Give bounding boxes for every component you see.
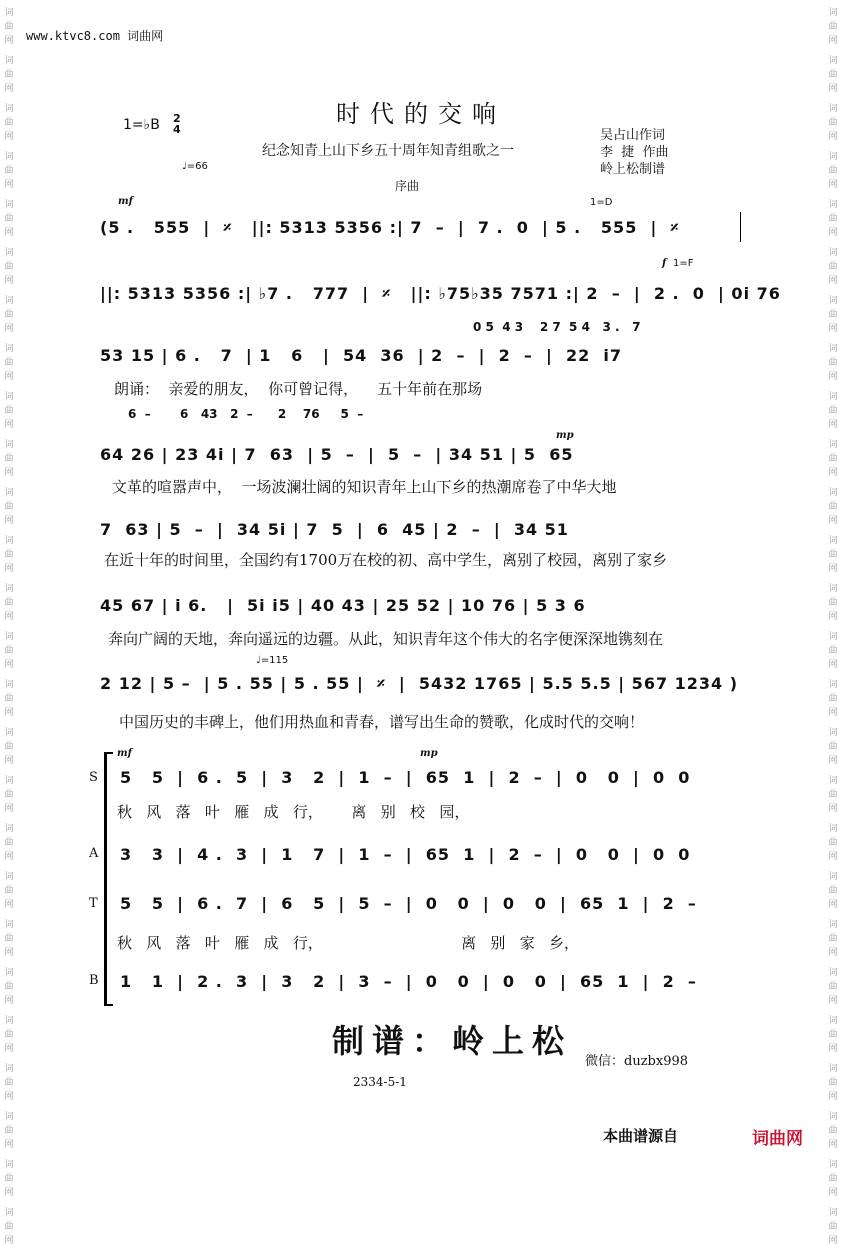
choir-dynamic-mf: mf: [117, 748, 132, 759]
choir-bracket: [104, 752, 113, 1006]
watermark-text: 词 曲 网: [4, 1160, 14, 1198]
staff-line-6: 45 67 | i 6. | 5i i5 | 40 43 | 25 52 | 10 76 | 5 3 6: [100, 596, 586, 615]
watermark-text: 词 曲 网: [828, 1160, 838, 1198]
lyricist: 吴占山作词: [600, 128, 666, 143]
composer: 李 捷 作曲: [600, 145, 669, 160]
staff-line-1: (5 . 555 | 𝄎 ||: 5313 5356 :| 7 – | 7 . 0 | 5 . 555 | 𝄎: [100, 218, 680, 237]
section-label: 序曲: [395, 179, 420, 193]
wechat-id: 微信：duzbx998: [585, 1054, 689, 1069]
staff-line-7: 2 12 | 5 – | 5 . 55 | 5 . 55 | 𝄎 | 5432 1765 | 5.5 5.5 | 567 1234 ): [100, 674, 739, 693]
narration-line-2: 文革的喧嚣声中， 一场波澜壮阔的知识青年上山下乡的热潮席卷了中华大地: [112, 478, 617, 496]
part-label-bass: B: [89, 973, 99, 988]
watermark-text: 词 曲 网: [828, 1208, 838, 1246]
watermark-text: 词 曲 网: [828, 200, 838, 238]
watermark-text: 词 曲 网: [4, 632, 14, 670]
source-label: 本曲谱源自: [603, 1127, 679, 1145]
watermark-text: 词 曲 网: [4, 728, 14, 766]
key-signature: 1=♭B: [123, 117, 160, 133]
watermark-text: 词 曲 网: [4, 392, 14, 430]
watermark-text: 词 曲 网: [828, 680, 838, 718]
upper-voice-2: 6 – 6 43 2 – 2 76 5 –: [128, 407, 364, 421]
watermark-text: 词 曲 网: [4, 56, 14, 94]
staff-line-4: 64 26 | 23 4i | 7 63 | 5 – | 5 – | 34 51 | 5 65: [100, 445, 574, 464]
watermark-text: 词 曲 网: [4, 104, 14, 142]
time-signature-bottom: 4: [173, 123, 181, 136]
bass-line: 1 1 | 2 . 3 | 3 2 | 3 – | 0 0 | 0 0 | 65 1 | 2 –: [120, 972, 697, 991]
watermark-text: 词 曲 网: [4, 344, 14, 382]
watermark-text: 词 曲 网: [4, 8, 14, 46]
page-number: 2334-5-1: [353, 1075, 407, 1089]
watermark-text: 词 曲 网: [828, 56, 838, 94]
watermark-text: 词 曲 网: [828, 872, 838, 910]
watermark-text: 词 曲 网: [4, 488, 14, 526]
narration-line-5: 中国历史的丰碑上，他们用热血和青春，谱写出生命的赞歌，化成时代的交响！: [119, 713, 645, 731]
watermark-text: 词 曲 网: [4, 968, 14, 1006]
watermark-text: 词 曲 网: [828, 824, 838, 862]
watermark-text: 词 曲 网: [4, 248, 14, 286]
dynamic-mp: mp: [556, 430, 574, 441]
soprano-lyric: 秋 风 落 叶 雁 成 行， 离 别 校 园，: [117, 803, 470, 821]
watermark-text: 词 曲 网: [828, 440, 838, 478]
watermark-text: 词 曲 网: [828, 920, 838, 958]
song-title: 时代的交响: [336, 100, 506, 128]
watermark-text: 词 曲 网: [4, 920, 14, 958]
watermark-text: 词 曲 网: [4, 536, 14, 574]
song-subtitle: 纪念知青上山下乡五十周年知青组歌之一: [262, 143, 514, 159]
staff-line-5: 7 63 | 5 – | 34 5i | 7 5 | 6 45 | 2 – | 34 51: [100, 520, 569, 539]
tempo-marking-2: ♩=115: [256, 655, 289, 666]
watermark-text: 词 曲 网: [828, 488, 838, 526]
choir-dynamic-mp: mp: [420, 748, 438, 759]
watermark-text: 词 曲 网: [828, 728, 838, 766]
watermark-text: 词 曲 网: [828, 392, 838, 430]
watermark-text: 词 曲 网: [828, 1064, 838, 1102]
part-label-alto: A: [89, 846, 99, 861]
time-signature-top: 2: [173, 112, 181, 125]
watermark-text: 词 曲 网: [4, 200, 14, 238]
watermark-text: 词 曲 网: [4, 1016, 14, 1054]
site-logo-link[interactable]: 词曲网: [752, 1129, 803, 1149]
watermark-text: 词 曲 网: [828, 104, 838, 142]
arranger-signature: 制谱：岭上松: [332, 1022, 573, 1060]
watermark-text: 词 曲 网: [4, 824, 14, 862]
watermark-text: 词 曲 网: [4, 680, 14, 718]
watermark-text: 词 曲 网: [4, 584, 14, 622]
watermark-text: 词 曲 网: [4, 776, 14, 814]
credits-block: [600, 127, 669, 178]
staff-line-2: ||: 5313 5356 :| ♭7 . 777 | 𝄎 ||: ♭75♭35 7571 :| 2 – | 2 . 0 | 0i 76: [100, 284, 781, 303]
narration-line-4: 奔向广阔的天地，奔向遥远的边疆。从此，知识青年这个伟大的名字便深深地镌刻在: [108, 630, 664, 648]
watermark-text: 词 曲 网: [828, 584, 838, 622]
watermark-text: 词 曲 网: [4, 440, 14, 478]
tenor-line: 5 5 | 6 . 7 | 6 5 | 5 – | 0 0 | 0 0 | 65 1 | 2 –: [120, 894, 697, 913]
watermark-text: 词 曲 网: [828, 344, 838, 382]
narration-line-3: 在近十年的时间里，全国约有1700万在校的初、高中学生，离别了校园，离别了家乡: [104, 551, 668, 569]
watermark-text: 词 曲 网: [828, 248, 838, 286]
time-signature: [173, 113, 181, 135]
watermark-text: 词 曲 网: [4, 872, 14, 910]
barline: [740, 212, 741, 242]
part-label-soprano: S: [89, 770, 98, 785]
watermark-text: 词 曲 网: [4, 1112, 14, 1150]
watermark-text: 词 曲 网: [828, 968, 838, 1006]
watermark-text: 词 曲 网: [4, 152, 14, 190]
alto-line: 3 3 | 4 . 3 | 1 7 | 1 – | 65 1 | 2 – | 0 0 | 0 0: [120, 845, 691, 864]
watermark-text: 词 曲 网: [4, 1208, 14, 1246]
watermark-text: 词 曲 网: [828, 1016, 838, 1054]
left-watermark-strip: [0, 0, 18, 1246]
dynamic-f: f: [662, 258, 667, 269]
right-watermark-strip: [824, 0, 842, 1246]
tenor-lyric: 秋 风 落 叶 雁 成 行， 离 别 家 乡，: [117, 934, 580, 952]
watermark-text: 词 曲 网: [828, 536, 838, 574]
site-url[interactable]: www.ktvc8.com 词曲网: [26, 29, 164, 43]
upper-voice-1: 0 5 4 3 2 7 5 4 3 . 7: [473, 320, 641, 334]
watermark-text: 词 曲 网: [828, 8, 838, 46]
dynamic-mf: mf: [118, 196, 133, 207]
watermark-text: 词 曲 网: [4, 1064, 14, 1102]
staff-line-3: 53 15 | 6 . 7 | 1 6 | 54 36 | 2 – | 2 – | 22 i7: [100, 346, 622, 365]
part-label-tenor: T: [89, 896, 98, 911]
watermark-text: 词 曲 网: [828, 632, 838, 670]
tempo-marking: ♩=66: [182, 161, 208, 172]
soprano-line: 5 5 | 6 . 5 | 3 2 | 1 – | 65 1 | 2 – | 0 0 | 0 0: [120, 768, 691, 787]
watermark-text: 词 曲 网: [828, 1112, 838, 1150]
key-change-d: 1=D: [590, 197, 613, 208]
watermark-text: 词 曲 网: [828, 776, 838, 814]
watermark-text: 词 曲 网: [828, 296, 838, 334]
key-change-f: 1=F: [673, 258, 694, 269]
watermark-text: 词 曲 网: [828, 152, 838, 190]
arranger: 岭上松制谱: [600, 162, 666, 177]
watermark-text: 词 曲 网: [4, 296, 14, 334]
narration-line-1: 朗诵： 亲爱的朋友， 你可曾记得， 五十年前在那场: [114, 380, 483, 398]
